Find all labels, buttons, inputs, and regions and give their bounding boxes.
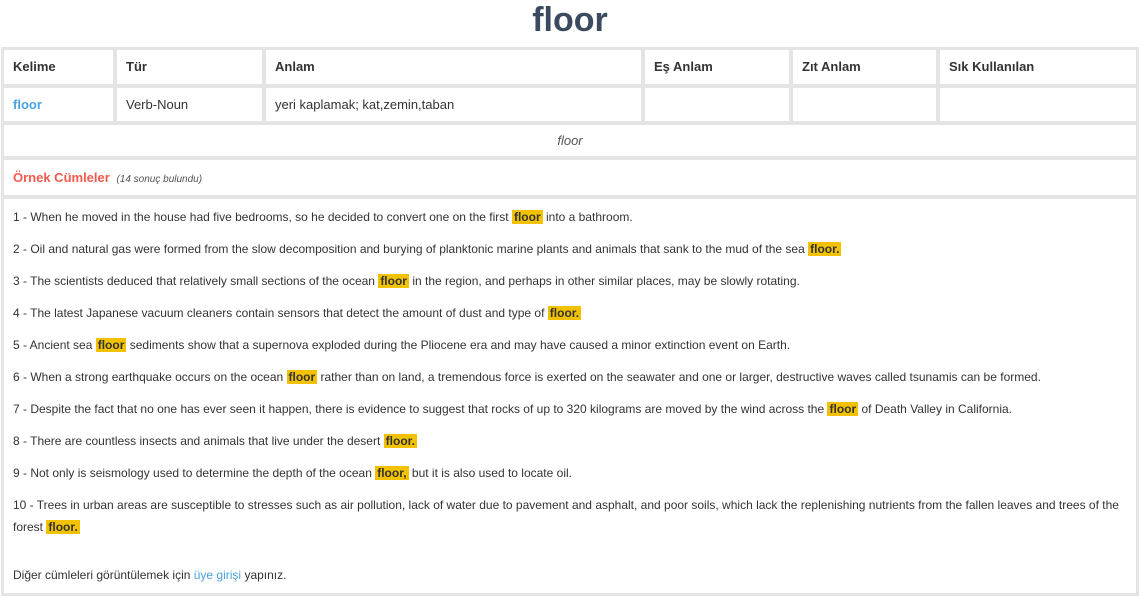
header-tur: Tür [117,50,262,84]
header-es-anlam: Eş Anlam [645,50,789,84]
center-word-row [4,125,1136,156]
list-item: 8 - There are countless insects and animals that live under the desert floor. [13,434,415,448]
examples-title: Örnek Cümleler [13,170,110,185]
header-kelime: Kelime [4,50,113,84]
list-item: 5 - Ancient sea floor sediments show that a supernova exploded during the Pliocene era and may have caused a minor extinction event on Earth. [13,338,791,352]
header-anlam: Anlam [266,50,641,84]
highlight: floor [829,402,857,416]
word-link[interactable]: floor [13,97,42,112]
antonym-cell [793,88,936,121]
list-item: 9 - Not only is seismology used to determine the depth of the ocean floor, but it is also used to locate oil. [13,466,572,480]
highlight: floor [288,370,316,384]
login-note: Diğer cümleleri görüntülemek için üye girişi yapınız. [13,568,287,582]
highlight: floor [97,338,125,352]
list-item: 6 - When a strong earthquake occurs on the ocean floor rather than on land, a tremendous force is exerted on the seawater and one or larger, destructive waves called tsunamis can be formed. [13,370,1041,384]
list-item: 7 - Despite the fact that no one has ever seen it happen, there is evidence to suggest that rocks of up to 320 kilograms are moved by the wind across the floor of Death Valley in California. [13,402,1013,416]
highlight: floor. [48,520,78,534]
highlight: floor. [810,242,840,256]
list-item: 10 - Trees in urban areas are susceptible to stresses such as air pollution, lack of water due to pavement and asphalt, and poor soils, which lack the replenishing nutrients from the fallen leaves and trees of the forest floor. [13,498,1119,534]
type-cell: Verb-Noun [117,88,262,121]
center-word: floor [4,125,1136,156]
synonym-cell [645,88,789,121]
word-cell[interactable] [4,88,113,121]
page-title: floor [532,1,608,39]
word-table [1,47,1139,596]
highlight: floor [380,274,407,288]
login-link[interactable]: üye girişi [193,568,242,582]
list-item: 3 - The scientists deduced that relatively small sections of the ocean floor in the region, and perhaps in other similar places, may be slowly rotating. [13,274,800,288]
highlight: floor. [385,434,415,448]
example-sentences [4,199,1136,593]
examples-count: (14 sonuç bulundu) [116,174,203,185]
header-sik-kullanilan: Sık Kullanılan [940,50,1136,84]
header-zit-anlam: Zıt Anlam [793,50,936,84]
examples-header [4,160,1136,195]
highlight: floor. [549,306,580,320]
meaning-cell: yeri kaplamak; kat,zemin,taban [266,88,641,121]
list-item: 2 - Oil and natural gas were formed from the slow decomposition and burying of planktonic marine plants and animals that sank to the mud of the sea floor. [13,242,840,256]
frequent-cell [940,88,1136,121]
highlight: floor [513,210,541,224]
table-row [4,88,1136,121]
list-item: 1 - When he moved in the house had five bedrooms, so he decided to convert one on the first floor into a bathroom. [13,210,633,224]
list-item: 4 - The latest Japanese vacuum cleaners contain sensors that detect the amount of dust and type of floor. [13,306,580,320]
table-header-row [4,50,1136,84]
highlight: floor, [377,466,407,480]
